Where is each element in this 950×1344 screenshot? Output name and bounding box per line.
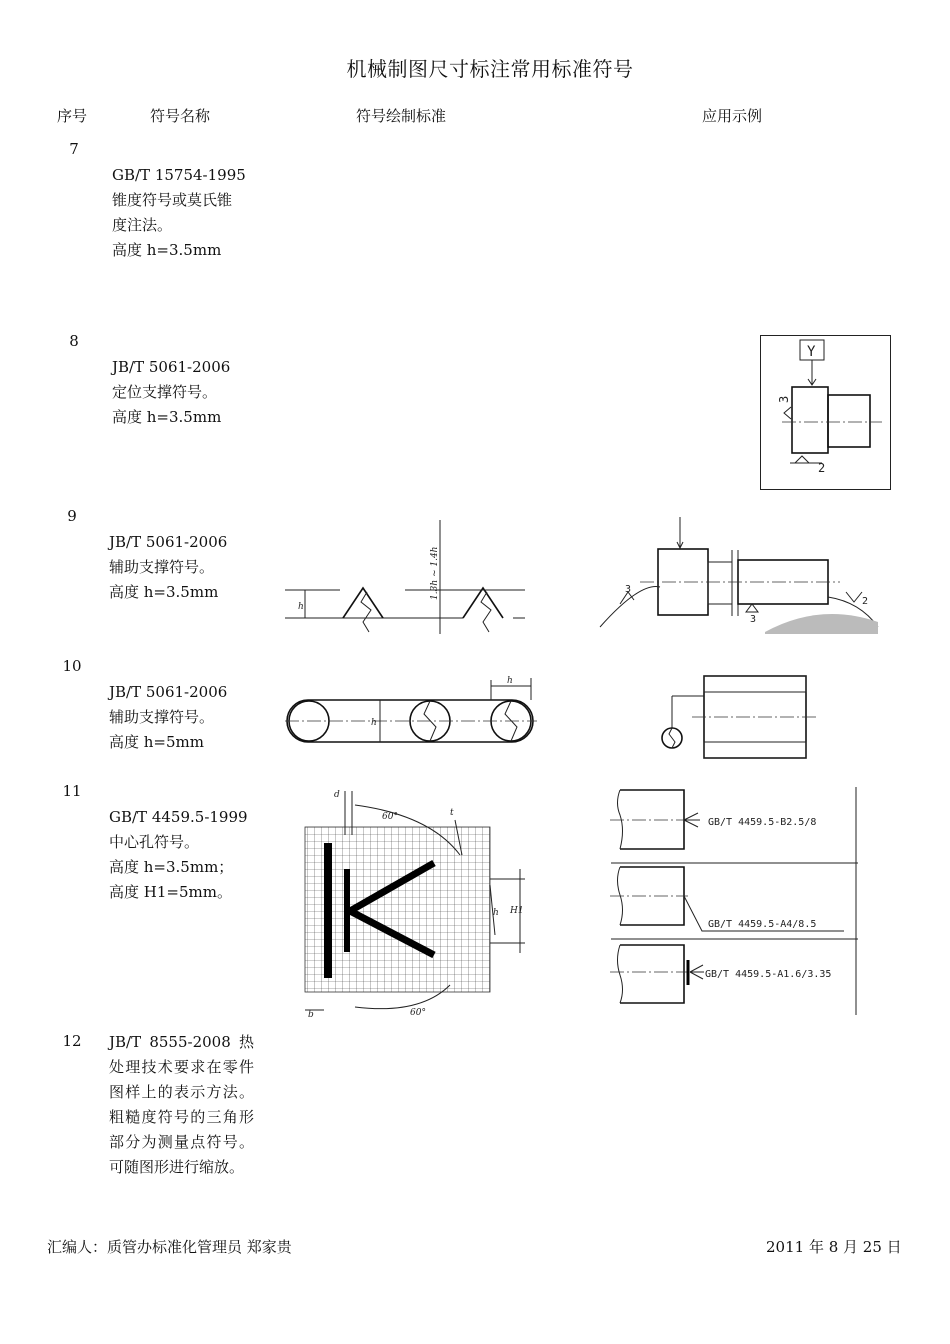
label-H1: H1: [510, 906, 524, 916]
center-hole-symbol-drawing: [300, 785, 535, 1020]
header-name: 符号名称: [150, 107, 211, 125]
page-title: 机械制图尺寸标注常用标准符号: [346, 57, 634, 81]
description-text: JB/T 8555-2008 热处理技术要求在零件图样上的表示方法。粗糙度符号的三角形部分为测量点符号。可随图形进行缩放。: [109, 1033, 254, 1176]
auxiliary-support-example: [600, 512, 880, 634]
mark-left-label: 3: [625, 584, 632, 595]
label-b: b: [308, 1010, 314, 1020]
standard-code: GB/T 4459.5-1999: [109, 808, 248, 826]
row-number: 10: [62, 657, 82, 675]
support-mark-upper: [784, 407, 791, 419]
dim-height-label: 1.3h ~ 1.4h: [430, 546, 440, 600]
center-hole-label-3: GB/T 4459.5-A1.6/3.35: [705, 969, 832, 980]
center-hole-label-1: GB/T 4459.5-B2.5/8: [708, 817, 817, 828]
description-text: 辅助支撑符号。 高度 h=5mm: [109, 708, 215, 751]
mark-bottom-label: 3: [750, 614, 757, 625]
standard-code: JB/T 5061-2006: [109, 533, 228, 551]
row-number: 9: [67, 507, 77, 525]
figure-frame: [761, 336, 891, 490]
description-text: 定位支撑符号。 高度 h=3.5mm: [112, 383, 222, 426]
standard-code: JB/T 5061-2006: [112, 358, 231, 376]
row-number: 8: [69, 332, 79, 350]
row-description: [109, 655, 259, 755]
row-description: [109, 505, 259, 605]
construction-grid: [305, 827, 490, 992]
support-mark-lower-label: 2: [818, 461, 826, 475]
mark-right-label: 2: [862, 596, 869, 607]
description-text: 辅助支撑符号。 高度 h=3.5mm: [109, 558, 219, 601]
datum-label: Y: [807, 344, 816, 360]
row-number: 11: [62, 782, 82, 800]
label-d: d: [334, 790, 340, 800]
standard-code: GB/T 15754-1995: [112, 166, 246, 184]
support-mark-upper-label: 3: [777, 395, 791, 403]
part-shaft: [828, 395, 870, 447]
angle-top-label: 60°: [382, 812, 398, 822]
part-body: [792, 387, 828, 453]
row-description: [112, 138, 262, 263]
description-text: 中心孔符号。 高度 h=3.5mm； 高度 H1=5mm。: [109, 833, 234, 901]
row-number: 7: [69, 140, 79, 158]
dim-h-side-label: h: [371, 718, 377, 728]
compiler-info: 汇编人：质管办标准化管理员 郑家贵: [47, 1238, 292, 1256]
header-drawing: 符号绘制标准: [356, 107, 447, 125]
symbol-stem: [344, 869, 350, 952]
date-info: 2011 年 8 月 25 日: [766, 1238, 902, 1256]
support-mark-lower: [795, 456, 809, 463]
symbol-bar: [324, 843, 332, 978]
angle-bottom-label: 60°: [410, 1008, 426, 1018]
standard-code: JB/T 5061-2006: [109, 683, 228, 701]
label-h: h: [493, 908, 499, 918]
header-index: 序号: [57, 107, 88, 125]
support-surface: [765, 614, 878, 634]
auxiliary-support-h5-example: [652, 672, 822, 764]
row-number: 12: [62, 1032, 82, 1050]
dim-h-top-label: h: [507, 676, 513, 686]
description-text: 锥度符号或莫氏锥 度注法。 高度 h=3.5mm: [112, 191, 233, 259]
header-example: 应用示例: [702, 107, 763, 125]
row-description: [112, 330, 262, 430]
dim-h-label: h: [298, 602, 304, 612]
center-hole-example: [608, 785, 860, 1017]
locating-support-example-figure: [760, 335, 892, 491]
auxiliary-support-drawing: [285, 510, 530, 640]
label-t: t: [450, 808, 454, 818]
auxiliary-support-h5-drawing: [285, 670, 540, 750]
center-hole-label-2: GB/T 4459.5-A4/8.5: [708, 919, 817, 930]
row-description: [109, 780, 269, 905]
